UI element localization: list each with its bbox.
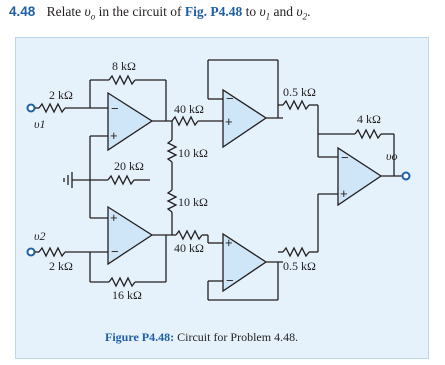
label-r-2k-2: 2 kΩ bbox=[49, 259, 73, 273]
var-v2: $\upsilon_2$ bbox=[296, 4, 308, 22]
caption-text: Circuit for Problem 4.48. bbox=[177, 330, 299, 344]
figure-caption bbox=[105, 330, 298, 345]
label-r-40k-top: 40 kΩ bbox=[174, 102, 204, 116]
resistor-2k-input-2 bbox=[39, 248, 65, 256]
resistor-20k bbox=[108, 176, 134, 184]
label-r-4k: 4 kΩ bbox=[357, 112, 381, 126]
label-v1: υ1 bbox=[34, 117, 46, 131]
label-r-10k-lower: 10 kΩ bbox=[178, 195, 208, 209]
resistor-10k-upper bbox=[168, 140, 176, 162]
label-r-40k-bottom: 40 kΩ bbox=[174, 241, 204, 255]
label-r-20k: 20 kΩ bbox=[114, 159, 144, 173]
opamp5-minus: − bbox=[226, 273, 234, 288]
input-terminal-v2 bbox=[28, 249, 35, 256]
statement-text-3: to bbox=[245, 4, 257, 19]
output-terminal-vo bbox=[403, 173, 410, 180]
statement-text-2: in the circuit of bbox=[98, 4, 182, 19]
opamp2-minus: − bbox=[226, 91, 234, 106]
caption-label: Figure P4.48: bbox=[105, 330, 175, 344]
resistor-0-5k-top bbox=[283, 101, 309, 109]
figure-reference-link: Fig. P4.48 bbox=[184, 4, 243, 19]
var-v1: $\upsilon_1$ bbox=[259, 4, 271, 22]
opamp3-minus: − bbox=[341, 150, 349, 165]
label-vo: υo bbox=[386, 149, 398, 163]
statement-text-1: Relate bbox=[46, 4, 82, 19]
label-r-2k-1: 2 kΩ bbox=[49, 88, 73, 102]
resistor-40k-bottom bbox=[176, 231, 202, 239]
label-r-0-5k-top: 0.5 kΩ bbox=[283, 85, 316, 99]
label-r-8k: 8 kΩ bbox=[112, 59, 136, 73]
resistor-16k bbox=[109, 278, 135, 286]
label-r-0-5k-bottom: 0.5 kΩ bbox=[283, 259, 316, 273]
resistor-0-5k-bottom bbox=[283, 248, 309, 256]
opamp4-plus: + bbox=[110, 210, 118, 225]
opamp4-minus: − bbox=[111, 244, 119, 259]
resistor-4k bbox=[355, 130, 381, 138]
statement-text-4: and bbox=[273, 4, 294, 19]
label-v2: υ2 bbox=[34, 229, 46, 243]
resistor-2k-input-1 bbox=[39, 104, 65, 112]
opamp1-plus: + bbox=[110, 128, 118, 143]
label-r-16k: 16 kΩ bbox=[112, 288, 142, 302]
opamp3-plus: + bbox=[340, 186, 348, 201]
label-r-10k-upper: 10 kΩ bbox=[178, 146, 208, 160]
problem-statement: 4.48 Relate $\upsilon_o$ in the circuit of Fig. P4.48 to $\upsilon_1$ and $\upsilon_2$. bbox=[9, 4, 311, 22]
resistor-8k bbox=[109, 76, 135, 84]
input-terminal-v1 bbox=[28, 105, 35, 112]
problem-number: 4.48 bbox=[9, 4, 36, 19]
resistor-10k-lower bbox=[168, 190, 176, 212]
var-vo: $\upsilon_o$ bbox=[84, 4, 96, 22]
opamp1-minus: − bbox=[111, 101, 119, 116]
resistor-40k-top bbox=[172, 117, 198, 125]
opamp5-plus: + bbox=[225, 235, 233, 250]
opamp2-plus: + bbox=[225, 114, 233, 129]
